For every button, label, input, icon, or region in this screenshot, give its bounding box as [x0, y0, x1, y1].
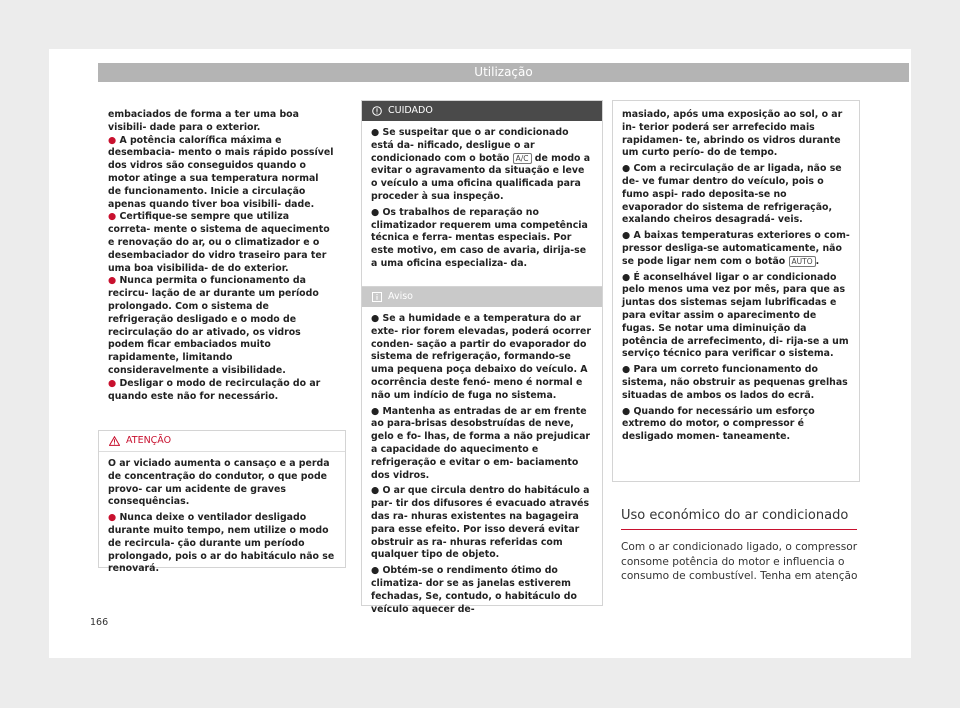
- bullet-text: É aconselhável ligar o ar condicionado pelo menos uma vez por mês, para que as juntas dos sistemas sejam lubrificadas e para evitar assim o aparecimento de fugas. Se notar uma diminuição da potência de arrefecimento, di- rija-se a um serviço técnico para verificar o sistema.: [622, 271, 849, 360]
- column-1: [108, 109, 334, 403]
- warning-title: ATENÇÃO: [126, 435, 172, 446]
- bullet-icon: ●: [108, 134, 120, 146]
- info-square-icon: [372, 292, 382, 302]
- note-title: Aviso: [388, 291, 413, 302]
- bullet-icon: ●: [622, 230, 634, 242]
- warning-body: [99, 452, 345, 585]
- page-number: 166: [90, 617, 109, 628]
- bullet-text: Com a recirculação de ar ligada, não se de- ve fumar dentro do veículo, pois o fumo aspi- rado deposita-se no evaporador do sistema de refrigeração, exalando cheiros desagradá- veis.: [622, 163, 842, 226]
- warning-bullet: [108, 512, 336, 576]
- caution-title: CUIDADO: [388, 105, 433, 116]
- note-box-header: [362, 287, 602, 307]
- bullet-text: Certifique-se sempre que utiliza correta- mente o sistema de aquecimento e renovação do ar, ou o climatizador e o desembaciador do vidro traseiro para ter uma boa visibilida- de do exterior.: [108, 211, 330, 274]
- note-bullet: [622, 163, 850, 227]
- note-bullet: [371, 485, 593, 562]
- bullet-text: Para um correto funcionamento do sistema, não obstruir as pequenas grelhas situadas de ambos os lados do ecrã.: [622, 364, 848, 401]
- caution-bullet: [371, 207, 593, 271]
- note-bullet: [622, 364, 850, 402]
- auto-button-key: AUTO: [789, 256, 816, 267]
- bullet-text: Se a humidade e a temperatura do ar exte- rior forem elevadas, poderá ocorrer conden- sação a partir do evaporador do sistema de refrigeração, formando-se uma pequena poça debaixo do veículo. A ocorrência deste fenó- meno é normal e não um indício de fuga no sistema.: [371, 313, 592, 401]
- section-title: Uso económico do ar condicionado: [621, 508, 857, 530]
- note-bullet: [622, 272, 850, 362]
- page-header-title: Utilização: [474, 65, 533, 79]
- bullet-icon: ●: [108, 275, 120, 287]
- note-bullet: [371, 313, 593, 403]
- bullet-icon: ●: [622, 405, 634, 417]
- bullet-icon: ●: [371, 405, 383, 417]
- column-1-bullet: [108, 378, 334, 404]
- note-bullet: [371, 565, 593, 616]
- bullet-text: Quando for necessário um esforço extremo do motor, o compressor é desligado momen- taneamente.: [622, 405, 815, 443]
- note-box-continued: [612, 100, 860, 482]
- caution-body: [362, 121, 602, 280]
- warning-box-header: [99, 431, 345, 452]
- bullet-icon: ●: [622, 163, 634, 175]
- bullet-text: A potência calorífica máxima e desembacia- mento o mais rápido possível dos vidros são conseguidos quando o motor atinge a sua temperatura normal de funcionamento. Inicie a circulação apenas quando tiver boa visibili- dade.: [108, 134, 334, 210]
- bullet-icon: ●: [622, 364, 634, 376]
- bullet-text: O ar que circula dentro do habitáculo a par- tir dos difusores é evacuado através das ra- nhuras existentes na bagageira para esse efeito. Por isso deverá evitar obstruir as ra- nhuras referidas com qualquer tipo de objeto.: [371, 485, 590, 561]
- note-bullet: [622, 406, 850, 444]
- caution-bullet: [371, 127, 593, 204]
- note-bullet: [622, 230, 850, 268]
- bullet-text: Nunca permita o funcionamento da recircu- lação de ar durante um período prolongado. Com o sistema de refrigeração desligado e o modo de recirculação do ar ativado, os vidros podem ficar embaciados muito rapidamente, limitando consideravelmente a visibilidade.: [108, 275, 319, 376]
- bullet-text: Os trabalhos de reparação no climatizador requerem uma competência técnica e ferra- mentas especiais. Por este motivo, em caso de avaria, dirija-se a uma oficina especializa- da.: [371, 206, 588, 269]
- bullet-text: A baixas temperaturas exteriores o com- pressor desliga-se automaticamente, não se pode ligar nem com o botão: [622, 230, 850, 267]
- bullet-text: Mantenha as entradas de ar em frente ao para-brisas desobstruídas de neve, gelo e fo- lhas, de forma a não prejudicar a capacidade do aquecimento e refrigeração e evitar o em- baciamento dos vidros.: [371, 405, 591, 481]
- column-1-bullet: [108, 275, 334, 377]
- bullet-icon: ●: [371, 565, 383, 577]
- info-circle-icon: [372, 106, 382, 116]
- page-header: [98, 63, 909, 82]
- page: [49, 49, 911, 658]
- bullet-icon: ●: [371, 313, 383, 324]
- bullet-icon: ●: [108, 211, 120, 223]
- column-1-bullet: [108, 211, 334, 275]
- note-box: [361, 286, 603, 615]
- warning-box: [98, 430, 346, 575]
- column-1-intro: embaciados de forma a ter uma boa visibili- dade para o exterior.: [108, 109, 299, 133]
- bullet-icon: ●: [108, 377, 120, 389]
- bullet-text: Obtém-se o rendimento ótimo do climatiza- dor se as janelas estiverem fechadas, Se, contudo, o habitáculo do veículo aquecer de-: [371, 565, 577, 615]
- bullet-text: Se suspeitar que o ar condicionado está da- nificado, desligue o ar condicionado com o botão: [371, 127, 569, 164]
- bullet-text: de modo a evitar o agravamento da situação e leve o veículo a uma oficina qualificada para proceder à sua inspeção.: [371, 152, 591, 202]
- bullet-icon: ●: [371, 206, 383, 218]
- note-continued-intro: masiado, após uma exposição ao sol, o ar in- terior poderá ser arrefecido mais rapidamen- te, abrindo os vidros durante um curto perío- do de tempo.: [622, 109, 843, 159]
- bullet-icon: ●: [108, 512, 120, 524]
- note-bullet: [371, 406, 593, 483]
- bullet-text: Nunca deixe o ventilador desligado durante muito tempo, nem utilize o modo de recircula- ção durante um período prolongado, pois o ar do habitáculo não se renovará.: [108, 512, 335, 575]
- bullet-text: Desligar o modo de recirculação do ar quando este não for necessário.: [108, 377, 321, 402]
- section-text: Com o ar condicionado ligado, o compressor consome potência do motor e influencia o consumo de combustível. Tenha em atenção: [621, 541, 858, 582]
- note-continued-body: [613, 101, 859, 453]
- bullet-icon: ●: [371, 485, 383, 497]
- note-body: [362, 307, 602, 625]
- bullet-icon: ●: [622, 271, 634, 283]
- warning-intro: O ar viciado aumenta o cansaço e a perda de concentração do condutor, o que pode provo- car um acidente de graves consequências.: [108, 458, 330, 508]
- bullet-text: .: [815, 255, 820, 267]
- column-1-bullet: [108, 135, 334, 212]
- warning-triangle-icon: [109, 436, 120, 446]
- bullet-icon: ●: [371, 127, 383, 138]
- ac-button-key: A/C: [513, 153, 532, 164]
- caution-box-header: [362, 101, 602, 121]
